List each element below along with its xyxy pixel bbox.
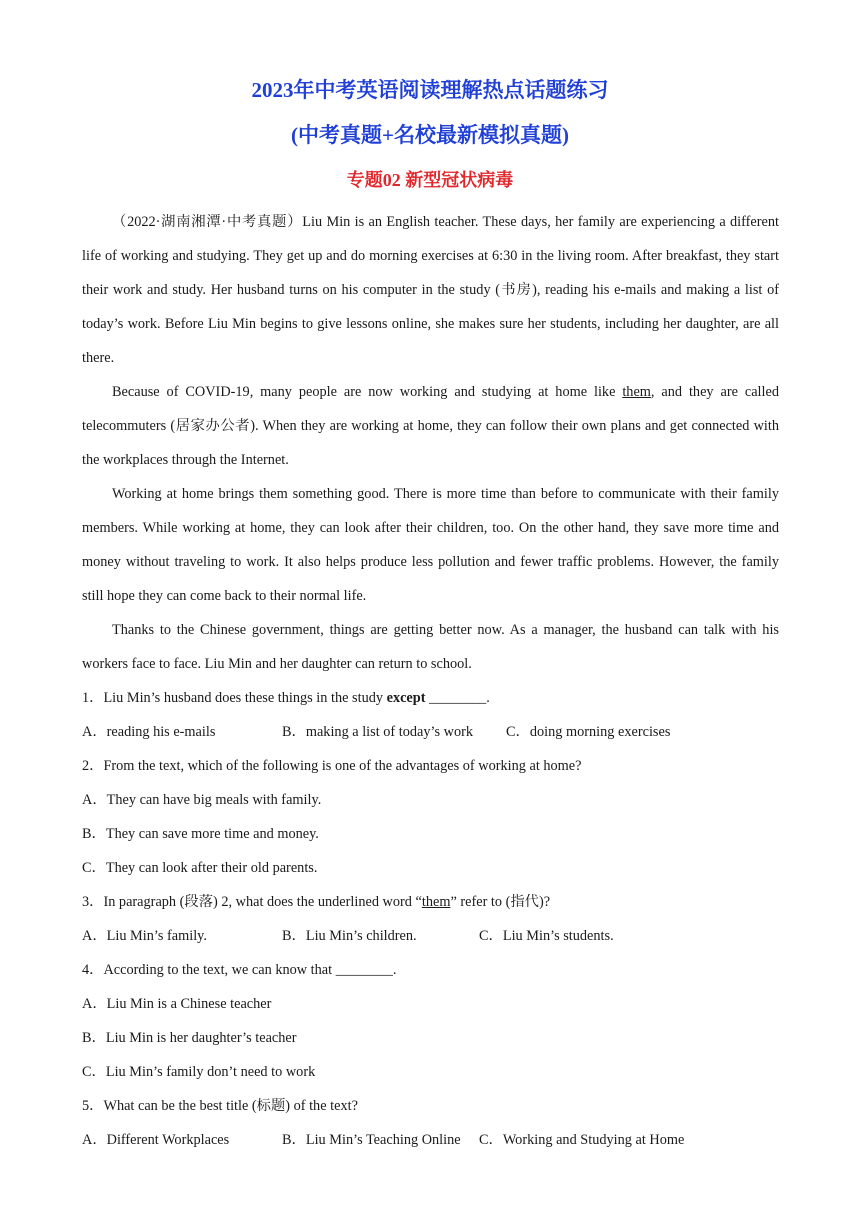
source-label: （2022·湖南湘潭·中考真题） xyxy=(112,214,303,230)
option-b: B．Liu Min’s Teaching Online xyxy=(282,1132,461,1148)
question-5-options xyxy=(82,1123,779,1157)
option-a: A．reading his e-mails xyxy=(82,724,216,740)
question-2-option-c: C．They can look after their old parents. xyxy=(82,860,318,876)
question-1-stem: 1．Liu Min’s husband does these things in the study except ________. xyxy=(82,690,490,706)
question-4-option-c: C．Liu Min’s family don’t need to work xyxy=(82,1064,316,1080)
option-b: B．making a list of today’s work xyxy=(282,724,474,740)
question-4-option-b: B．Liu Min is her daughter’s teacher xyxy=(82,1030,297,1046)
paragraph-1: （2022·湖南湘潭·中考真题）Liu Min is an English teacher. These days, her family are experiencing a different life of working and studying. They get up and do morning exercises at 6:30 in the living room. After breakfast, they start their work and study. Her husband turns on his computer in the study (书房), reading his e-mails and making a list of today’s work. Before Liu Min begins to give lessons online, she makes sure her students, including her daughter, are all there. xyxy=(82,214,779,366)
option-c: C．Liu Min’s students. xyxy=(479,928,614,944)
paragraph-2: Because of COVID-19, many people are now working and studying at home like them, and they are called telecommuters (居家办公者). When they are working at home, they can follow their own plans and get connected with the workplaces through the Internet. xyxy=(82,384,779,468)
question-4-option-a: A．Liu Min is a Chinese teacher xyxy=(82,996,272,1012)
document-title: 2023年中考英语阅读理解热点话题练习 xyxy=(251,78,609,102)
paragraph-4: Thanks to the Chinese government, things are getting better now. As a manager, the husband can talk with his workers face to face. Liu Min and her daughter can return to school. xyxy=(82,622,779,672)
underlined-word: them xyxy=(622,384,651,400)
option-b: B．Liu Min’s children. xyxy=(282,928,417,944)
topic-heading: 专题02 新型冠状病毒 xyxy=(346,170,514,190)
reading-passage xyxy=(82,205,779,1157)
question-2-stem: 2．From the text, which of the following is one of the advantages of working at home? xyxy=(82,758,582,774)
question-1-options xyxy=(82,715,779,749)
option-c: C．doing morning exercises xyxy=(506,724,671,740)
question-5-stem: 5．What can be the best title (标题) of the text? xyxy=(82,1098,358,1114)
question-2-option-a: A．They can have big meals with family. xyxy=(82,792,322,808)
question-4-stem: 4．According to the text, we can know that ________. xyxy=(82,962,397,978)
paragraph-3: Working at home brings them something good. There is more time than before to communicate with their family members. While working at home, they can look after their children, too. On the other hand, they save more time and money without traveling to work. It also helps produce less pollution and fewer traffic problems. However, the family still hope they can come back to their normal life. xyxy=(82,486,779,604)
document-subtitle: (中考真题+名校最新模拟真题) xyxy=(291,123,569,147)
question-2-option-b: B．They can save more time and money. xyxy=(82,826,319,842)
question-3-stem: 3．In paragraph (段落) 2, what does the underlined word “them” refer to (指代)? xyxy=(82,894,551,910)
option-c: C．Working and Studying at Home xyxy=(479,1132,685,1148)
option-a: A．Different Workplaces xyxy=(82,1132,230,1148)
question-3-options xyxy=(82,919,779,953)
option-a: A．Liu Min’s family. xyxy=(82,928,207,944)
